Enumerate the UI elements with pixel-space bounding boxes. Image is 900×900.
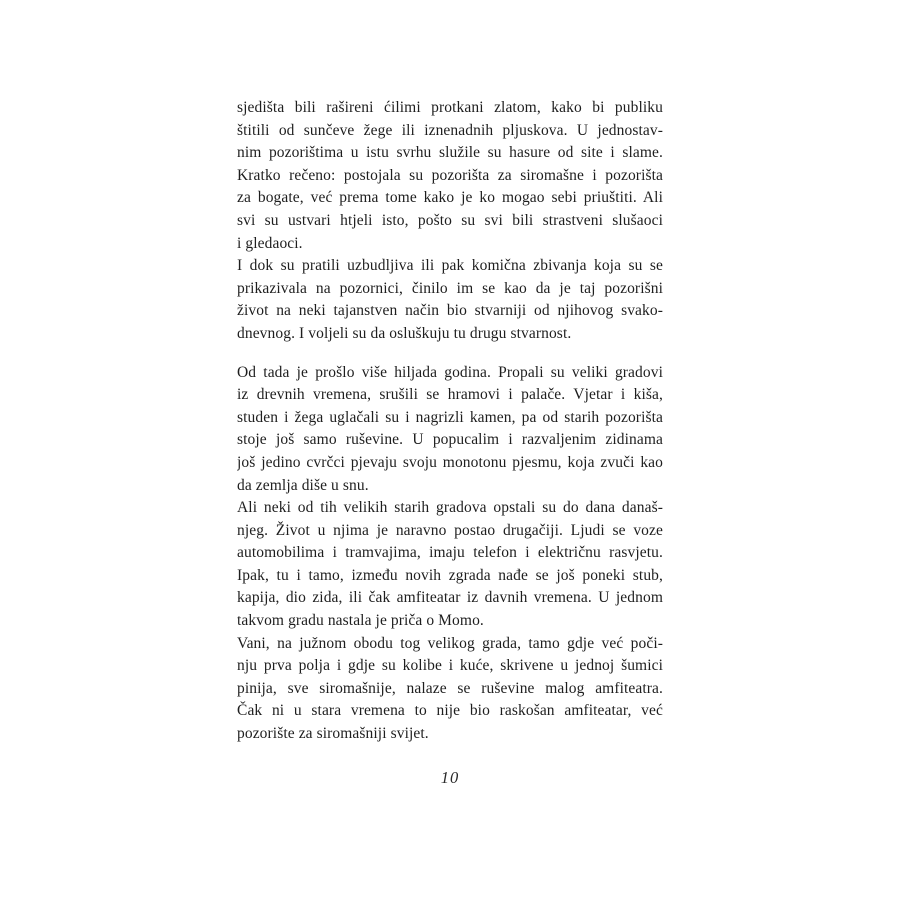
text-line: svi su ustvari htjeli isto, pošto su svi bili strastveni slušaoci bbox=[237, 211, 663, 229]
text-line: takvom gradu nastala je priča o Momo. bbox=[237, 612, 484, 630]
text-line: za bogate, već prema tome kako je ko mogao sebi priuštiti. Ali bbox=[237, 189, 663, 207]
text-line: štitili od sunčeve žege ili iznenadnih pljuskova. U jednostav- bbox=[237, 121, 663, 139]
paragraph bbox=[237, 362, 663, 498]
text-line: dnevnog. I voljeli su da osluškuju tu drugu stvarnost. bbox=[237, 324, 572, 342]
text-line: pinija, sve siromašnije, nalaze se ruševine malog amfiteatra. bbox=[237, 679, 663, 697]
text-line: njeg. Život u njima je naravno postao drugačiji. Ljudi se voze bbox=[237, 521, 663, 539]
paragraph bbox=[237, 255, 663, 345]
text-line: sjedišta bili rašireni ćilimi protkani zlatom, kako bi publiku bbox=[237, 99, 663, 116]
text-line: stoje još samo ruševine. U popucalim i razvaljenim zidinama bbox=[237, 431, 663, 449]
text-line: studen i žega uglačali su i nagrizli kamen, pa od starih pozorišta bbox=[237, 408, 663, 426]
paragraph bbox=[237, 97, 663, 255]
text-line: još jedino cvrčci pjevaju svoju monotonu pjesmu, koja zvuči kao bbox=[237, 453, 663, 471]
text-line: prikazivala na pozornici, činilo im se kao da je taj pozorišni bbox=[237, 279, 663, 297]
text-line: i gledaoci. bbox=[237, 234, 303, 252]
text-line: Ali neki od tih velikih starih gradova opstali su do dana današ- bbox=[237, 499, 663, 517]
text-line: Vani, na južnom obodu tog velikog grada, tamo gdje već poči- bbox=[237, 634, 663, 652]
text-block bbox=[237, 97, 663, 746]
text-line: da zemlja diše u snu. bbox=[237, 476, 369, 494]
text-line: nim pozorištima u istu svrhu služile su hasure od site i slame. bbox=[237, 144, 663, 162]
text-line: automobilima i tramvajima, imaju telefon i električnu rasvjetu. bbox=[237, 544, 663, 562]
text-line: Od tada je prošlo više hiljada godina. Propali su veliki gradovi bbox=[237, 363, 663, 381]
paragraph bbox=[237, 633, 663, 746]
text-line: I dok su pratili uzbudljiva ili pak komična zbivanja koja su se bbox=[237, 257, 663, 275]
text-line: kapija, dio zida, ili čak amfiteatar iz davnih vremena. U jednom bbox=[237, 589, 663, 607]
text-line: pozorište za siromašniji svijet. bbox=[237, 725, 429, 743]
text-line: Čak ni u stara vremena to nije bio raskošan amfiteatar, već bbox=[237, 702, 663, 720]
text-line: život na neki tajanstven način bio stvarniji od njihovog svako- bbox=[237, 302, 663, 320]
page-number: 10 bbox=[440, 768, 460, 787]
text-line: Kratko rečeno: postojala su pozorišta za siromašne i pozorišta bbox=[237, 166, 663, 184]
paragraph bbox=[237, 497, 663, 633]
text-line: iz drevnih vremena, srušili se hramovi i palače. Vjetar i kiša, bbox=[237, 386, 663, 404]
text-line: nju prva polja i gdje su kolibe i kuće, skrivene u jednoj šumici bbox=[237, 657, 663, 675]
text-line: Ipak, tu i tamo, između novih zgrada nađe se još poneki stub, bbox=[237, 566, 663, 584]
